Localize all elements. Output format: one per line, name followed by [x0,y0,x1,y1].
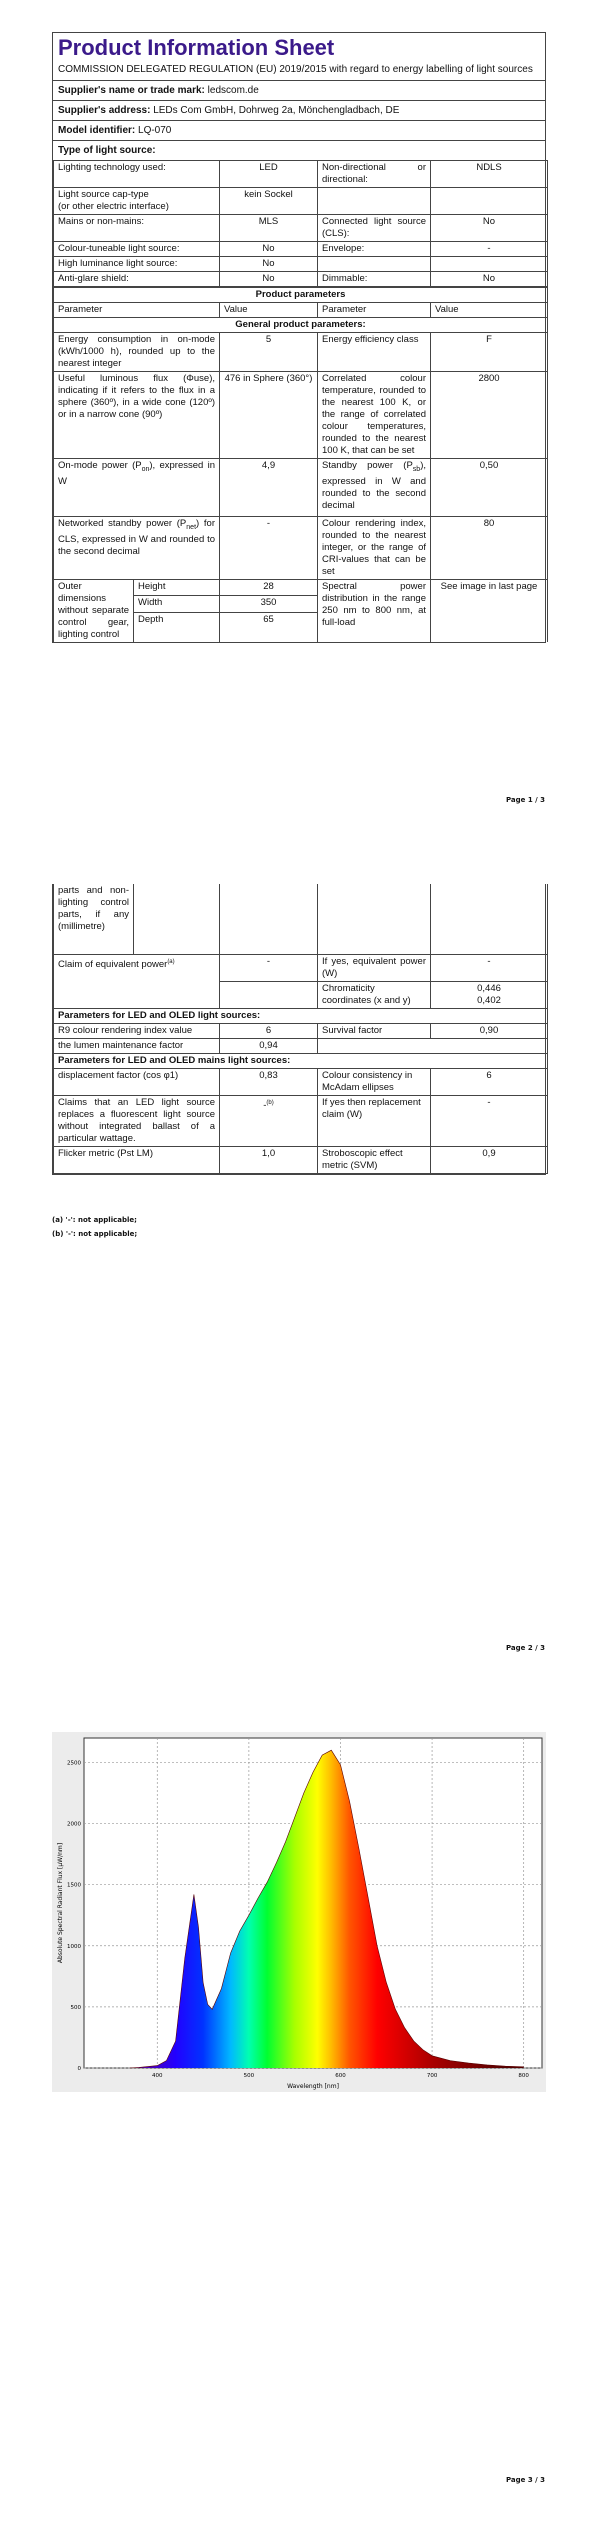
param-value: 4,9 [220,459,318,517]
footnote-a: (a) '-': not applicable; [52,1216,137,1224]
empty-cell [318,1038,431,1053]
param-label: Chromaticity coordinates (x and y) [318,981,431,1008]
info-sheet-continued [52,884,546,1175]
type-value-cell: kein Sockel [220,188,318,215]
table-row [54,1053,548,1068]
param-value: See image in last page [431,580,548,643]
column-header: Parameter [318,303,431,318]
param-label-sub: net [186,523,197,531]
type-value-cell: LED [220,161,318,188]
param-value: 1,0 [220,1146,318,1173]
footnote-marker: (a) [167,958,175,965]
section-title: Product parameters [54,288,548,303]
page-2 [0,860,595,1680]
chromaticity-y: 0,402 [477,994,501,1006]
param-value: 5 [220,333,318,372]
y-tick-label: 1500 [67,1882,81,1889]
dimension-label: Depth [134,612,220,642]
supplier-address-row [53,101,545,121]
type-label-cell: High luminance light source: [54,257,220,272]
type-label-cell [318,188,431,215]
empty-cell [431,884,548,954]
table-row [54,1095,548,1146]
page-number: Page 2 / 3 [505,1644,545,1652]
table-row [54,188,548,215]
param-value: 28 [220,580,318,596]
table-row [54,318,548,333]
y-tick-label: 1000 [67,1943,81,1950]
param-label: Useful luminous flux (Φuse), indicating if it refers to the flux in a sphere (360º), in a wide cone (120º) or in a narrow cone (90º) [54,372,220,459]
param-label: Survival factor [318,1023,431,1038]
dimension-label: Width [134,596,220,612]
regulation-text: COMMISSION DELEGATED REGULATION (EU) 2019/2015 with regard to energy labelling of light sources [53,61,545,81]
parameters-table [53,287,548,642]
info-sheet [52,32,546,643]
type-value-cell [431,188,548,215]
page-3 [0,1680,595,2526]
y-tick-label: 2000 [67,1821,81,1828]
param-label: R9 colour rendering index value [54,1023,220,1038]
dimension-label: Height [134,580,220,596]
param-label: displacement factor (cos φ1) [54,1068,220,1095]
type-value-cell [431,257,548,272]
param-label-text: On-mode power (P [58,460,142,471]
y-tick-label: 0 [77,2066,81,2072]
table-row [54,215,548,242]
footnote-marker: (b) [266,1099,274,1106]
table-row [54,954,548,981]
empty-cell [134,884,220,954]
param-label: Correlated colour temperature, rounded to the nearest 100 K, or the range of correlated colour temperatures, rounded to the nearest 100 K, that can be set [318,372,431,459]
param-label-text: Standby power (P [322,460,413,471]
param-value: 6 [220,1023,318,1038]
param-label-text: Networked standby power (P [58,518,187,529]
param-label: Outer dimensions without separate control gear, lighting control [54,580,134,643]
table-row [54,1146,548,1173]
table-row [54,333,548,372]
x-tick-label: 800 [518,2073,529,2079]
type-value-cell: No [220,242,318,257]
x-tick-label: 600 [335,2073,346,2079]
param-value: 65 [220,612,318,642]
empty-cell [220,981,318,1008]
type-label-cell: Non-directional or directional: [318,161,431,188]
y-tick-label: 2500 [67,1760,81,1767]
supplier-name-label: Supplier's name or trade mark: [58,85,205,96]
type-label-cell: Envelope: [318,242,431,257]
column-header: Parameter [54,303,220,318]
type-value-cell: - [431,242,548,257]
param-value: 350 [220,596,318,612]
param-value: 80 [431,517,548,580]
table-row [54,257,548,272]
parameters-table-continued [53,884,548,1174]
column-header: Value [431,303,548,318]
param-label: If yes then replacement claim (W) [318,1095,431,1146]
table-row [54,1008,548,1023]
table-row [54,288,548,303]
type-label-cell: Light source cap-type (or other electric interface) [54,188,220,215]
param-label [54,459,220,517]
param-value: - [431,954,548,981]
table-row [54,1038,548,1053]
model-row [53,121,545,141]
param-label: Flicker metric (Pst LM) [54,1146,220,1173]
param-value: F [431,333,548,372]
param-value-text: - [263,1099,267,1111]
type-value-cell: No [220,257,318,272]
table-row [54,1023,548,1038]
type-label-cell: Connected light source (CLS): [318,215,431,242]
type-label-cell: Colour-tuneable light source: [54,242,220,257]
x-tick-label: 700 [426,2073,438,2079]
section-title: Parameters for LED and OLED mains light sources: [54,1053,548,1068]
param-label: Colour rendering index, rounded to the nearest integer, or the range of CRI-values that can be set [318,517,431,580]
param-value: 0,90 [431,1023,548,1038]
param-value: 0,83 [220,1068,318,1095]
param-value: 0,94 [220,1038,318,1053]
param-value: 2800 [431,372,548,459]
empty-cell [431,1038,548,1053]
param-label-text: Claim of equivalent power [58,958,168,970]
param-label-text: ) for CLS, expressed in W and rounded to the second decimal [58,518,216,557]
supplier-name-row [53,81,545,101]
param-value: 6 [431,1068,548,1095]
type-value-cell: No [220,272,318,287]
spectrum-chart-frame [52,1732,546,2092]
supplier-address-value: LEDs Com GmbH, Dohrweg 2a, Mönchengladbach, DE [153,105,400,116]
type-label-cell: Mains or non-mains: [54,215,220,242]
param-label [318,459,431,517]
table-row [54,372,548,459]
type-label-cell [318,257,431,272]
param-value [220,1095,318,1146]
chromaticity-x: 0,446 [477,982,501,994]
param-value: - [220,517,318,580]
param-label [54,517,220,580]
page-number: Page 1 / 3 [505,796,545,804]
document-title: Product Information Sheet [58,35,335,60]
table-row [54,517,548,580]
y-tick-label: 500 [70,2004,81,2011]
type-value-cell: No [431,215,548,242]
param-value: 0,9 [431,1146,548,1173]
table-row [54,580,548,596]
x-axis-label: Wavelength [nm] [287,2083,339,2090]
y-axis-label: Absolute Spectral Radiant Flux [µW/nm] [57,1842,64,1964]
param-value [431,981,548,1008]
param-label: the lumen maintenance factor [54,1038,220,1053]
param-value: 0,50 [431,459,548,517]
model-value: LQ-070 [138,125,172,136]
table-header-row [54,303,548,318]
supplier-address-label: Supplier's address: [58,105,151,116]
type-heading-row [53,141,545,160]
section-title: General product parameters: [54,318,548,333]
type-value-cell: NDLS [431,161,548,188]
param-label: Claims that an LED light source replaces a fluorescent light source without integrated ballast of a particular wattage. [54,1095,220,1146]
type-value-cell: No [431,272,548,287]
x-tick-label: 400 [152,2073,163,2079]
page-1 [0,0,595,860]
empty-cell [220,884,318,954]
supplier-name-value: ledscom.de [207,85,259,96]
footnote-b: (b) '-': not applicable; [52,1230,138,1238]
table-row [54,242,548,257]
param-label: If yes, equivalent power (W) [318,954,431,981]
column-header: Value [220,303,318,318]
type-label-cell: Anti-glare shield: [54,272,220,287]
param-label-text: ), expressed in W [58,460,215,487]
table-row [54,1068,548,1095]
param-label: Energy consumption in on-mode (kWh/1000 h), rounded up to the nearest integer [54,333,220,372]
param-label: Energy efficiency class [318,333,431,372]
table-row [54,459,548,517]
type-label: Type of light source: [58,145,156,156]
param-value: - [220,954,318,981]
table-row [54,884,548,954]
table-row [54,161,548,188]
param-label-text: ), expressed in W and rounded to the second decimal [322,460,426,511]
spectral-power-chart [52,1732,546,2092]
type-value-cell: MLS [220,215,318,242]
param-label: parts and non-lighting control parts, if any (millimetre) [54,884,134,954]
type-label-cell: Dimmable: [318,272,431,287]
section-title: Parameters for LED and OLED light sources: [54,1008,548,1023]
param-label-sub: on [141,465,150,473]
param-label: Spectral power distribution in the range 250 nm to 800 nm, at full-load [318,580,431,643]
model-label: Model identifier: [58,125,136,136]
param-value: - [431,1095,548,1146]
empty-cell [318,884,431,954]
x-tick-label: 500 [243,2073,255,2079]
type-table [53,160,548,287]
param-value: 476 in Sphere (360°) [220,372,318,459]
param-label [54,954,220,1008]
param-label-sub: sb [412,465,421,473]
table-row [54,272,548,287]
page-number: Page 3 / 3 [505,2476,545,2484]
param-label: Stroboscopic effect metric (SVM) [318,1146,431,1173]
param-label: Colour consistency in McAdam ellipses [318,1068,431,1095]
type-label-cell: Lighting technology used: [54,161,220,188]
